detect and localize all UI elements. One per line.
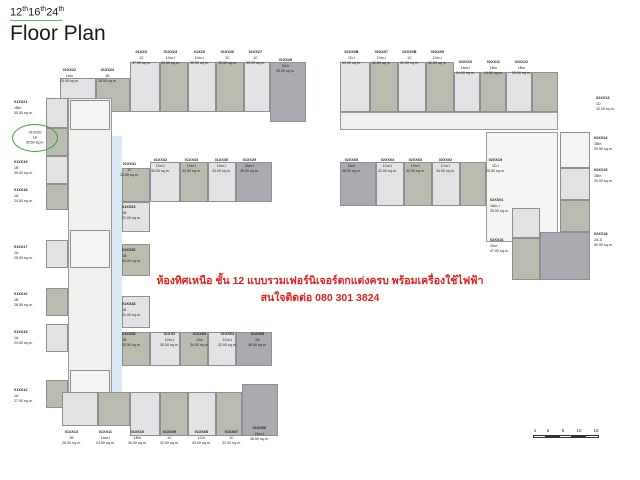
unit-label: 02XX16 2Am 47.00 sq.m. — [490, 238, 509, 253]
unit-block — [532, 72, 558, 112]
page-title: Floor Plan — [10, 21, 106, 45]
unit-label: 01XX03 10m 34.00 sq.m. — [190, 332, 209, 347]
unit-label: 01XX11 1Am-I 24.50 sq.m. — [96, 430, 115, 445]
scale-tick: 1 — [533, 428, 537, 433]
unit-block — [244, 62, 270, 112]
unit-label: 02XX15 1Bm 25.00 sq.m. — [594, 168, 613, 183]
unit-label: 01XX19 1B 35.00 sq.m. — [14, 160, 33, 175]
unit-label: 02XX18 2A-D 50.00 sq.m. — [594, 232, 613, 247]
callout-type: 1A — [32, 135, 38, 140]
unit-label: 01XX28 2A-b 49.00 sq.m. — [276, 58, 295, 73]
unit-block — [560, 200, 590, 232]
unit-label: 01XX16 1B 28.50 sq.m. — [14, 292, 33, 307]
unit-label: 01X25 10m-I 30.50 sq.m. — [190, 50, 209, 65]
unit-label: 02XX19 1D-I 25.50 sq.m. — [486, 158, 505, 173]
unit-label: 01XX31 1C 24.50 sq.m. — [120, 162, 139, 177]
highlight-callout — [12, 124, 58, 152]
unit-label: 01XXX 1C 37.00 sq.m. — [132, 50, 151, 65]
unit-label: 02XX01 1Am-I 25.00 sq.m. — [490, 198, 509, 213]
unit-block — [454, 72, 480, 112]
unit-label: 01XX36 1B 30.00 sq.m. — [122, 248, 141, 263]
unit-label: 02XX07 10m-I 32.50 sq.m. — [372, 50, 391, 65]
unit-label: 01XX30 10m-I 33.00 sq.m. — [212, 158, 231, 173]
core-block — [70, 100, 110, 130]
scale-bar-segments — [533, 435, 599, 438]
unit-block — [560, 132, 590, 168]
unit-label: 01XX18 1A 24.50 sq.m. — [14, 188, 33, 203]
unit-label: 01XX04 1Cm-I 32.00 sq.m. — [218, 332, 237, 347]
unit-block — [46, 98, 68, 128]
callout-code: 01XX20 — [28, 130, 42, 135]
unit-label: 01XX08 1Cm 33.00 sq.m. — [192, 430, 211, 445]
unit-block — [46, 240, 68, 268]
unit-block — [46, 156, 68, 184]
unit-block — [46, 324, 68, 352]
unit-label: 02XX02 1Cm-I 34.50 sq.m. — [436, 158, 455, 173]
unit-block — [426, 62, 454, 112]
unit-label: 01XX34 1B 31.00 sq.m. — [122, 205, 141, 220]
unit-block — [130, 62, 160, 112]
scale-ticks — [533, 428, 599, 434]
unit-label: 01XX38 1B 31.00 sq.m. — [122, 302, 141, 317]
unit-label: 02XX12 1Bm 25.50 sq.m. — [512, 60, 531, 75]
page-header — [10, 6, 106, 44]
unit-block — [480, 72, 506, 112]
unit-label: 01XX29 2Am-I 48.50 sq.m. — [240, 158, 259, 173]
unit-block — [398, 62, 426, 112]
unit-label: 01XX05 2A 48.50 sq.m. — [248, 332, 267, 347]
unit-label: 01XX33 10m-I 34.00 sq.m. — [182, 158, 201, 173]
core-block — [70, 230, 110, 268]
unit-label: 01XX27 1C 33.00 sq.m. — [246, 50, 265, 65]
unit-label: 01XX15 1A 24.50 sq.m. — [14, 330, 33, 345]
unit-block — [98, 392, 130, 426]
corridor-right-top — [340, 112, 558, 130]
unit-label: 02XX09 10m-I 32.00 sq.m. — [428, 50, 447, 65]
unit-label: 02XX13 1D 32.00 sq.m. — [596, 96, 615, 111]
unit-block — [46, 184, 68, 210]
unit-label: 01XX22 1Am 25.50 sq.m. — [60, 68, 79, 83]
unit-label: 01XX07 1C 32.00 sq.m. — [222, 430, 241, 445]
unit-label: 02XX14 1Bm 25.50 sq.m. — [594, 136, 613, 151]
scale-bar — [533, 428, 605, 444]
unit-label: 01XX06 2Am-I 48.50 sq.m. — [250, 426, 269, 441]
unit-label: 01XX2 10m-I 30.50 sq.m. — [160, 332, 179, 347]
unit-label: 01XX17 1A 25.00 sq.m. — [14, 245, 33, 260]
scale-tick: 10 — [576, 428, 582, 433]
unit-label: 01XX24 10m-I 30.50 sq.m. — [161, 50, 180, 65]
unit-block — [370, 62, 398, 112]
unit-label: 01XX10 1Bm 30.50 sq.m. — [128, 430, 147, 445]
unit-block — [62, 392, 98, 426]
unit-block — [560, 168, 590, 200]
unit-block — [512, 208, 540, 238]
unit-label: 02XX03 10m-I 32.00 sq.m. — [406, 158, 425, 173]
floor-list: 12th16th24th — [10, 6, 65, 19]
unit-label: 01XX09 1C 32.50 sq.m. — [160, 430, 179, 445]
unit-label: 01XX13 1B 26.00 sq.m. — [62, 430, 81, 445]
unit-label: 02XX0B 1D-I 33.00 sq.m. — [342, 50, 361, 65]
header-accent-rule — [10, 20, 62, 21]
unit-block — [340, 62, 370, 112]
unit-label: 01XX39 1B 30.50 sq.m. — [122, 332, 141, 347]
callout-area: 35.50 sq.m. — [25, 140, 45, 145]
unit-label: 02XX11 1Bm 24.50 sq.m. — [484, 60, 503, 75]
unit-block — [506, 72, 532, 112]
unit-label: 01XX12 1A 27.00 sq.m. — [14, 388, 33, 403]
scale-tick: 2 — [546, 428, 550, 433]
unit-label: 01XX23 1B 28.00 sq.m. — [98, 68, 117, 83]
unit-block — [216, 62, 244, 112]
plan-drawing — [0, 40, 640, 460]
unit-label: 01XX26 1C 35.00 sq.m. — [218, 50, 237, 65]
unit-label: 02XX0B 1C 32.00 sq.m. — [400, 50, 419, 65]
unit-label: 01XX32 10m-I 34.00 sq.m. — [151, 158, 170, 173]
promo-line-1: ห้องทิศเหนือ ชั้น 12 แบบรวมเฟอร์นิเจอร์ตกแต่งครบ พร้อมเครื่องใช้ไฟฟ้า — [156, 275, 484, 287]
unit-block — [160, 62, 188, 112]
unit-block — [460, 162, 486, 206]
unit-label: 02XX05 2Am 48.50 sq.m. — [342, 158, 361, 173]
unit-label: 02XX10 1Am-I 24.50 sq.m. — [456, 60, 475, 75]
unit-block — [188, 62, 216, 112]
promo-line-2: สนใจติดต่อ 080 301 3824 — [260, 292, 380, 304]
unit-label: 02XX04 1Cm-I 32.00 sq.m. — [378, 158, 397, 173]
scale-tick: 15 — [593, 428, 599, 433]
scale-tick: 5 — [561, 428, 565, 433]
unit-label: 01XX21 1Bm 35.50 sq.m. — [14, 100, 33, 115]
